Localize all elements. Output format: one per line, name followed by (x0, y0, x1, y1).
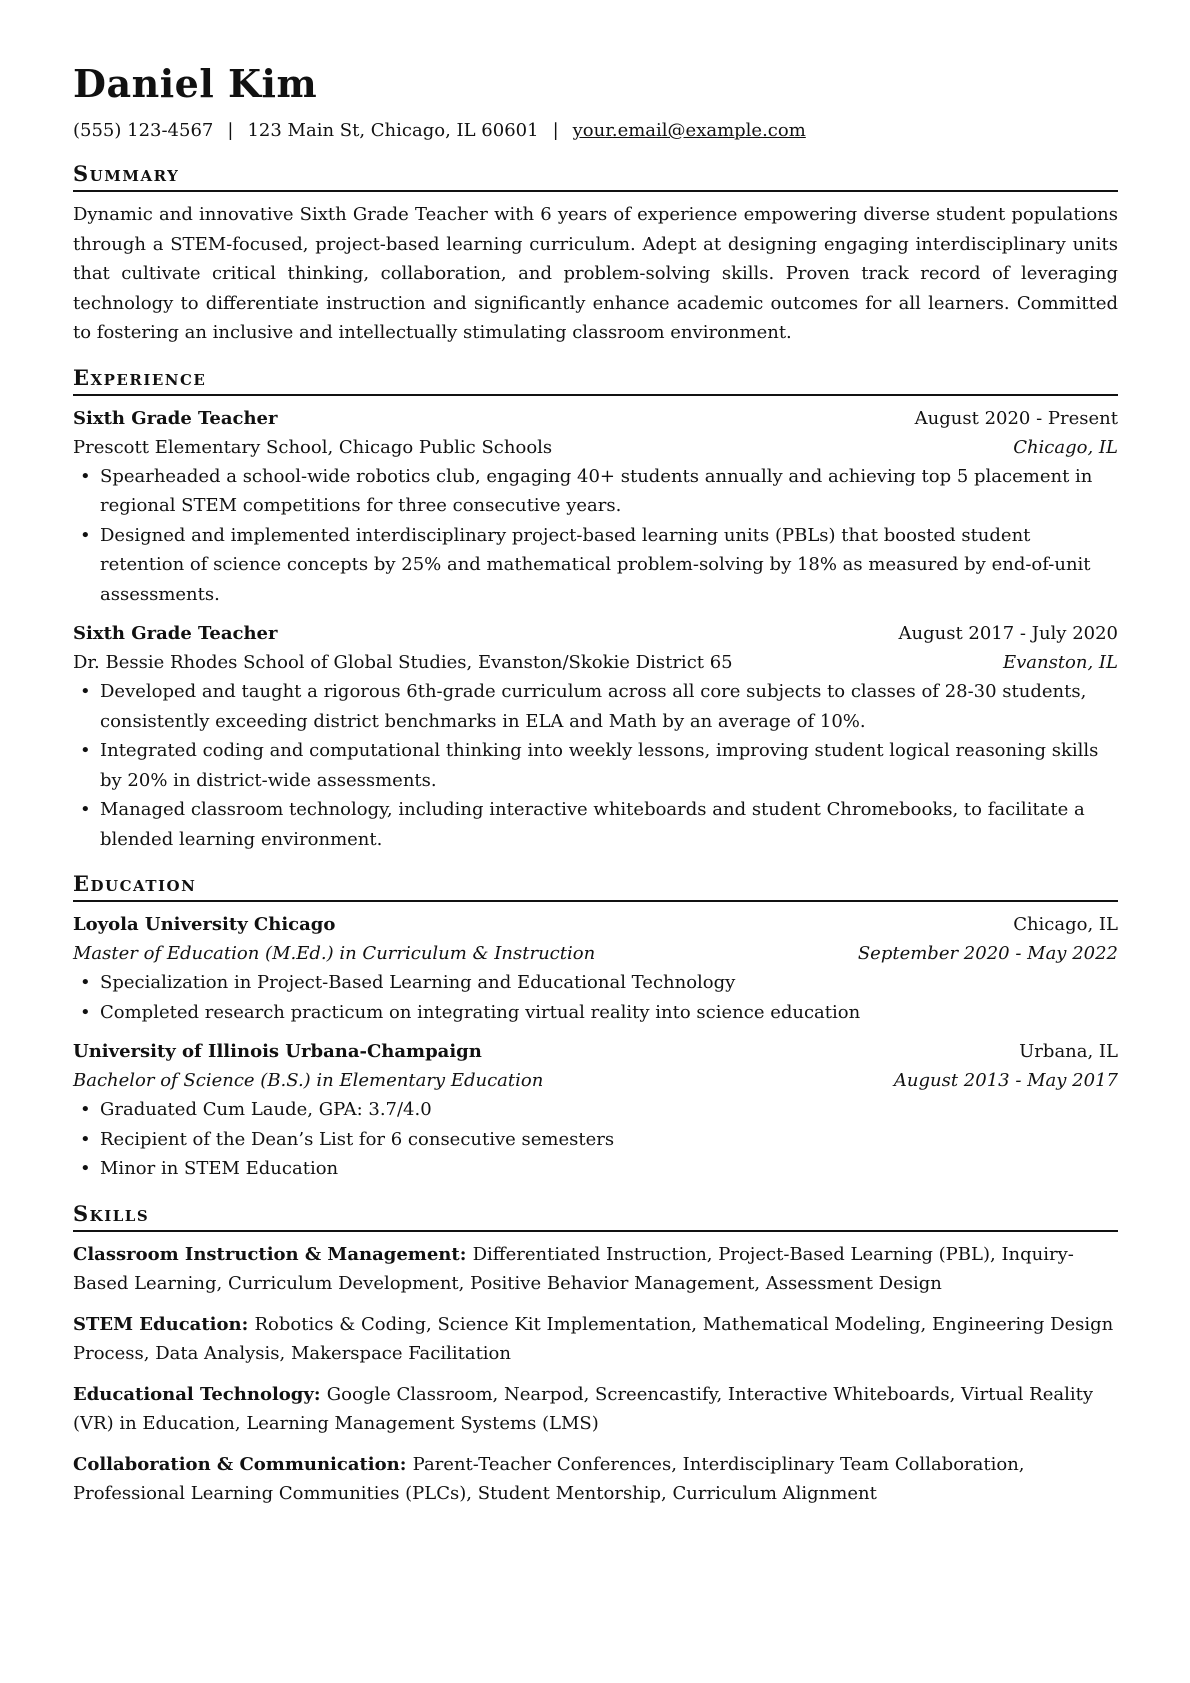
school-location: Urbana, IL (1019, 1041, 1118, 1062)
address: 123 Main St, Chicago, IL 60601 (247, 120, 539, 141)
school-name: Loyola University Chicago (73, 914, 336, 935)
job-role: Sixth Grade Teacher (73, 407, 278, 429)
summary-text: Dynamic and innovative Sixth Grade Teacher with 6 years of experience empowering diverse student populations through a STEM-focused, project-based learning curriculum. Adept at designing engaging interdisciplinary units that cultivate critical thinking, collaboration, and problem-solving skills. Proven track record of leveraging technology to differentiate instruction and significantly enhance academic outcomes for all learners. Committed to fostering an inclusive and intellectually stimulating classroom environment. (73, 204, 1118, 343)
job-entry (73, 619, 1118, 854)
skill-category: Educational Technology: (73, 1383, 327, 1405)
list-item: • Managed classroom technology, including interactive whiteboards and student Chromebooks, to facilitate a blended learning environment. (73, 795, 1118, 854)
skill-items: Differentiated Instruction, Project-Based Learning (PBL), Inquiry-Based Learning, Curriculum Development, Positive Behavior Management, Assessment Design (73, 1243, 1074, 1294)
education-bullets (73, 968, 1118, 1027)
job-role: Sixth Grade Teacher (73, 623, 278, 644)
degree-row (73, 1066, 1118, 1095)
list-item: • Integrated coding and computational thinking into weekly lessons, improving student logical reasoning skills by 20% in district-wide assessments. (73, 736, 1118, 795)
job-header-row (73, 404, 1118, 433)
degree-dates: September 2020 - May 2022 (857, 943, 1118, 964)
section-title-education: Education (73, 870, 1118, 902)
job-bullets (73, 677, 1118, 854)
job-location: Evanston, IL (1002, 652, 1118, 673)
contact-line (73, 118, 1118, 144)
skill-group (73, 1240, 1118, 1298)
job-header-row (73, 619, 1118, 648)
section-title-summary: Summary (73, 160, 1118, 192)
job-location: Chicago, IL (1013, 436, 1118, 458)
school-name: University of Illinois Urbana-Champaign (73, 1041, 482, 1062)
section-title-experience: Experience (73, 364, 1118, 396)
skills-section (73, 1200, 1118, 1508)
list-item: • Recipient of the Dean’s List for 6 consecutive semesters (73, 1125, 1118, 1155)
list-item: • Developed and taught a rigorous 6th-grade curriculum across all core subjects to classes of 28-30 students, consistently exceeding district benchmarks in ELA and Math by an average of 10%. (73, 677, 1118, 736)
skill-group (73, 1380, 1118, 1438)
skill-category: STEM Education: (73, 1313, 255, 1335)
job-organization: Prescott Elementary School, Chicago Public Schools (73, 436, 553, 458)
skill-group (73, 1450, 1118, 1508)
job-organization: Dr. Bessie Rhodes School of Global Studies, Evanston/Skokie District 65 (73, 652, 733, 673)
list-item: • Designed and implemented interdisciplinary project-based learning units (PBLs) that boosted student retention of science concepts by 25% and mathematical problem-solving by 18% as measured by end-of-unit assessments. (73, 521, 1118, 610)
skill-items: Robotics & Coding, Science Kit Implementation, Mathematical Modeling, Engineering Design Process, Data Analysis, Makerspace Facilitation (73, 1313, 1114, 1364)
school-header-row (73, 1037, 1118, 1066)
education-entry (73, 910, 1118, 1027)
phone-number: (555) 123-4567 (73, 120, 214, 141)
education-bullets (73, 1095, 1118, 1184)
skill-items: Google Classroom, Nearpod, Screencastify, Interactive Whiteboards, Virtual Reality (VR) in Education, Learning Management Systems (LMS) (73, 1383, 1093, 1434)
summary-section (73, 160, 1118, 348)
section-title-skills: Skills (73, 1200, 1118, 1232)
degree-row (73, 939, 1118, 968)
degree-name: Bachelor of Science (B.S.) in Elementary Education (73, 1070, 544, 1091)
skill-category: Classroom Instruction & Management: (73, 1243, 473, 1265)
list-item: • Specialization in Project-Based Learning and Educational Technology (73, 968, 1118, 998)
job-dates: August 2017 - July 2020 (898, 623, 1118, 644)
list-item: • Graduated Cum Laude, GPA: 3.7/4.0 (73, 1095, 1118, 1125)
education-entry (73, 1037, 1118, 1184)
contact-separator: | (227, 120, 234, 141)
list-item: • Completed research practicum on integrating virtual reality into science education (73, 998, 1118, 1028)
email-link[interactable]: your.email@example.com (572, 120, 806, 141)
list-item: • Minor in STEM Education (73, 1154, 1118, 1184)
school-location: Chicago, IL (1013, 914, 1118, 935)
job-dates: August 2020 - Present (914, 407, 1118, 429)
contact-separator: | (552, 120, 559, 141)
job-entry (73, 404, 1118, 610)
resume-header (73, 58, 1118, 144)
list-item: • Spearheaded a school-wide robotics club, engaging 40+ students annually and achieving top 5 placement in regional STEM competitions for three consecutive years. (73, 462, 1118, 521)
skill-items: Parent-Teacher Conferences, Interdisciplinary Team Collaboration, Professional Learning Communities (PLCs), Student Mentorship, Curriculum Alignment (73, 1453, 1025, 1504)
job-org-row (73, 433, 1118, 462)
candidate-name: Daniel Kim (73, 61, 318, 106)
job-org-row (73, 648, 1118, 677)
degree-dates: August 2013 - May 2017 (893, 1070, 1118, 1091)
skill-group (73, 1310, 1118, 1368)
experience-section (73, 364, 1118, 855)
education-section (73, 870, 1118, 1184)
job-bullets (73, 462, 1118, 610)
degree-name: Master of Education (M.Ed.) in Curriculum & Instruction (73, 943, 596, 964)
skill-category: Collaboration & Communication: (73, 1453, 413, 1475)
school-header-row (73, 910, 1118, 939)
